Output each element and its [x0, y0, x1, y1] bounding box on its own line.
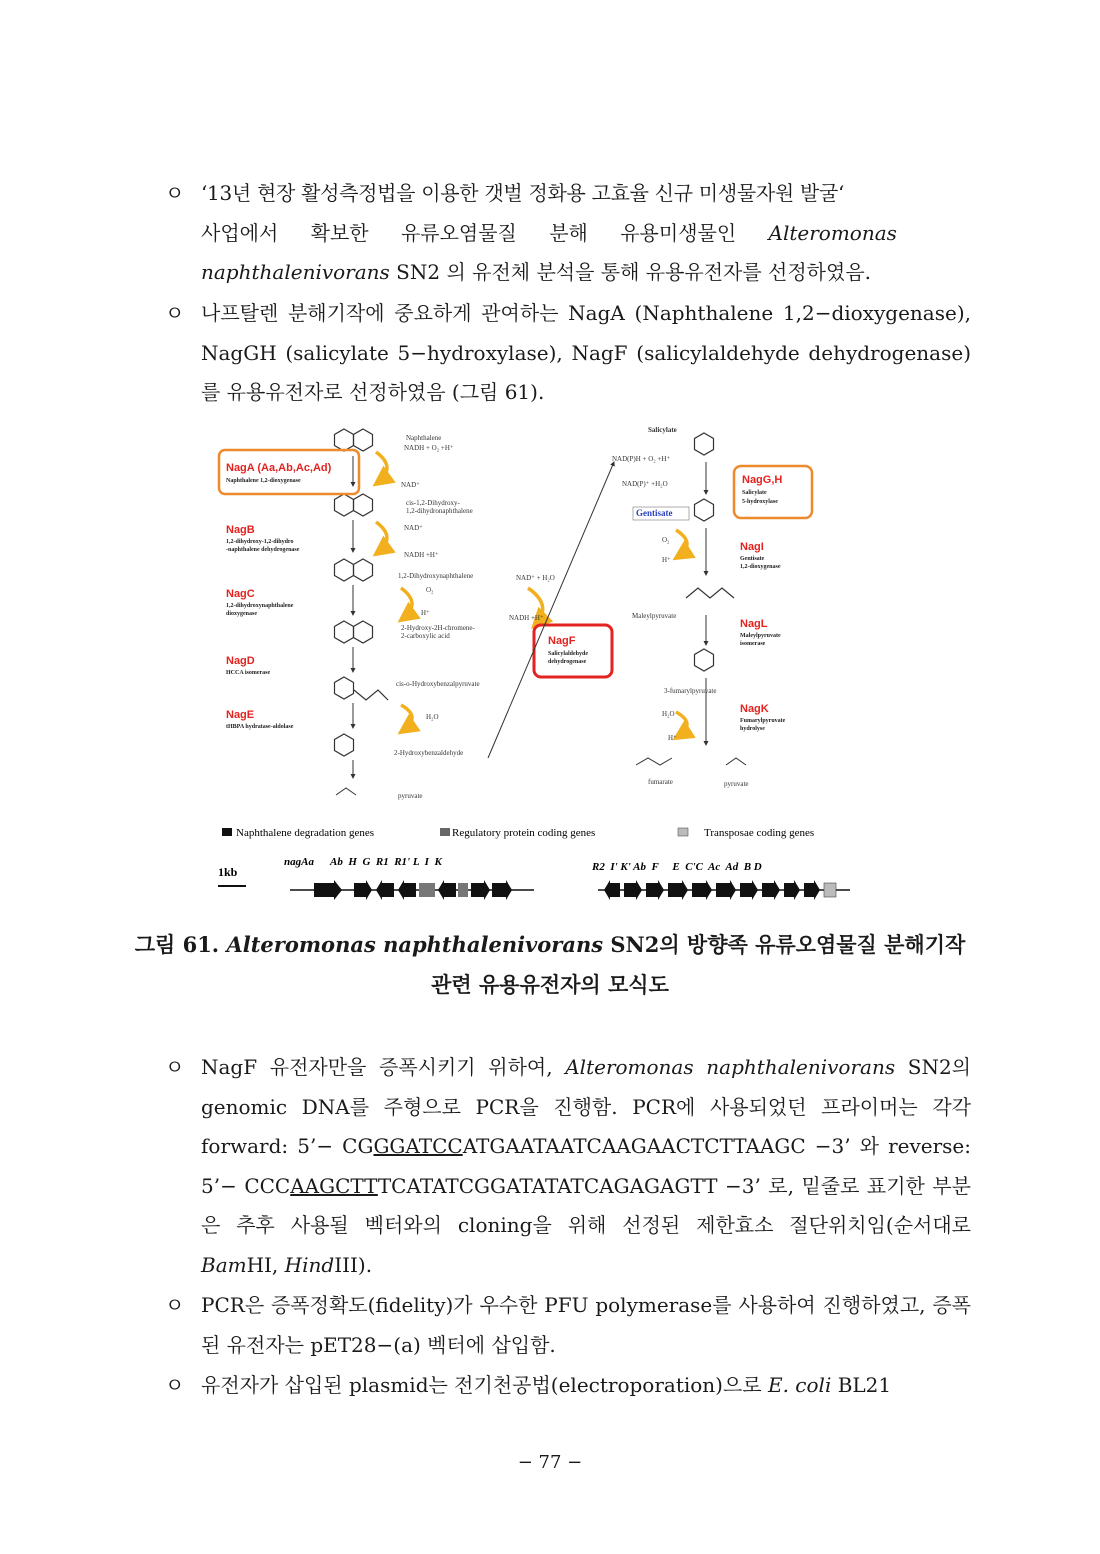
- p1-line3: naphthalenivorans SN2 의 유전체 분석을 통해 유용유전자를 선정하였음.: [201, 260, 871, 284]
- p3-text-c: ATGAATAATCAAGAACTCTTAAGC −3’ 와 reverse: 5’− CCC: [201, 1134, 972, 1198]
- figure-caption-line-1: 그림 61. Alteromonas naphthalenivorans SN2의 방향족 유류오염물질 분해기작: [134, 932, 966, 957]
- nagC-sub-1: 1,2-dihydroxynaphthalene: [226, 603, 294, 609]
- nad-label-1: NAD⁺: [401, 481, 420, 489]
- nad-label-2: NAD⁺: [404, 524, 423, 532]
- p3-species: Alteromonas naphthalenivorans: [565, 1055, 896, 1079]
- nagF-sub-2: dehydrogenase: [548, 659, 587, 665]
- bullet-marker: ㅇ: [165, 1373, 185, 1397]
- salicylaldehyde-structure: [335, 734, 354, 756]
- forward-restriction-site: GGATCC: [373, 1134, 463, 1158]
- bullet-marker: ㅇ: [165, 1055, 185, 1079]
- pyruvate-label-left: pyruvate: [398, 792, 423, 800]
- fumarylpyruvate-structure: [695, 649, 714, 671]
- pathway-figure: [216, 420, 866, 910]
- nagI-label: NagI: [740, 541, 764, 553]
- fumarate-structure: [636, 758, 672, 765]
- legend-transposase: Transposae coding genes: [704, 827, 815, 839]
- p3-text-b: SN2의 genomic DNA를 주형으로 PCR을 진행함. PCR에 사용되었던 프라이머는 각각 forward: 5’− CG: [201, 1055, 971, 1158]
- p5-text-a: 유전자가 삽입된 plasmid는 전기천공법(electroporation)으로: [201, 1373, 768, 1397]
- cluster-2-labels: R2 I' K' Ab F E C'C Ac Ad B D: [592, 861, 762, 873]
- nad-h2o-label: NAD⁺ + H₂O: [516, 574, 555, 582]
- naphthalene-label: Naphthalene: [406, 434, 442, 442]
- pyruvate-structure-left: [336, 788, 356, 795]
- pyruvate-label-right: pyruvate: [724, 780, 749, 788]
- nagI-sub-1: Gentisate: [740, 556, 765, 562]
- nadh-o2-label: NADH + O₂ +H⁺: [404, 444, 454, 452]
- nadh-label-2: NADH +H⁺: [404, 551, 439, 559]
- nagF-sub-1: Salicylaldehyde: [548, 651, 589, 657]
- salicylaldehyde-to-salicylate-arrow: [488, 462, 614, 758]
- nagK-sub-1: Fumarylpyruvate: [740, 718, 786, 724]
- h-plus-label: H⁺: [421, 609, 430, 617]
- paragraph-3: [165, 1048, 971, 1285]
- cis-dihydro-label-1: cis-1,2-Dihydroxy-: [406, 499, 460, 507]
- nagA-label: NagA (Aa,Ab,Ac,Ad): [226, 462, 332, 474]
- p2-text: 나프탈렌 분해기작에 중요하게 관여하는 NagA (Naphthalene 1,2−dioxygenase), NagGH (salicylate 5−hydroxylase), NagF (salicylaldehyde dehydrogenase)를 유용유전자로 선정하였음 (그림 61).: [201, 301, 971, 404]
- nagC-sub-2: dioxygenase: [226, 611, 258, 617]
- nadp-label: NAD(P)⁺ +H₂O: [622, 480, 668, 488]
- nagC-label: NagC: [226, 588, 255, 600]
- hindiii-italic: Hind: [284, 1252, 335, 1277]
- thbpa-structure: [335, 677, 389, 700]
- nagB-sub-1: 1,2-dihydroxy-1,2-dihydro: [226, 539, 294, 545]
- p5-ecoli: E. coli: [767, 1373, 832, 1397]
- salicylaldehyde-label: 2-Hydroxybenzaldehyde: [394, 749, 464, 757]
- gentisate-structure: [695, 499, 714, 521]
- nagL-sub-2: isomerase: [740, 641, 766, 647]
- nagGH-label: NagG,H: [742, 474, 783, 486]
- p1-line2: 사업에서 확보한 유류오염물질 분해 유용미생물인 Alteromonas: [201, 220, 897, 245]
- paragraph-5: [165, 1366, 971, 1406]
- o2-label: O₂: [426, 586, 434, 594]
- p3-text-a: NagF 유전자만을 증폭시키기 위하여,: [201, 1055, 566, 1079]
- salicylate-structure: [695, 433, 714, 455]
- legend-regulatory: Regulatory protein coding genes: [452, 827, 596, 839]
- scale-label: 1kb: [218, 865, 238, 879]
- hcca-label-2: 2-carboxylic acid: [401, 632, 450, 640]
- nagD-sub: HCCA isomerase: [226, 670, 271, 676]
- hcca-label-1: 2-Hydroxy-2H-chromene-: [401, 624, 475, 632]
- nagGH-sub-2: 5-hydroxylase: [742, 499, 778, 505]
- nagE-sub: tHBPA hydratase-aldolase: [226, 724, 294, 730]
- nagF-label: NagF: [548, 635, 576, 647]
- p3-text-d: TCATATCGGATATATCAGAGAGTT −3’ 로, 밑줄로 표기한 부분은 추후 사용될 벡터와의 cloning을 위해 선정된 제한효소 절단위치임(순서대로: [201, 1173, 971, 1237]
- cofactor-arrows: [376, 452, 687, 738]
- bamhi-italic: Bam: [201, 1252, 247, 1277]
- p4-text: PCR은 증폭정확도(fidelity)가 우수한 PFU polymerase를 사용하여 진행하였고, 증폭된 유전자는 pET28−(a) 벡터에 삽입함.: [201, 1293, 971, 1357]
- nadh-h-label: NADH +H⁺: [509, 614, 544, 622]
- salicylate-label: Salicylate: [648, 426, 677, 434]
- paragraph-4: [165, 1286, 971, 1365]
- h-label-right: H⁺: [662, 556, 671, 564]
- h-label-right-2: H⁺: [668, 734, 677, 742]
- legend-naphthalene: Naphthalene degradation genes: [236, 827, 375, 839]
- gentisate-label: Gentisate: [636, 508, 673, 518]
- nagD-label: NagD: [226, 655, 255, 667]
- paragraph-2: [165, 294, 971, 413]
- nagI-sub-2: 1,2-dioxygenase: [740, 564, 781, 570]
- dihydroxynaphthalene-label: 1,2-Dihydroxynaphthalene: [398, 572, 474, 580]
- bullet-marker: ㅇ: [165, 181, 185, 205]
- nagL-sub-1: Maleylpyruvate: [740, 633, 781, 639]
- hcca-structure: [335, 621, 373, 643]
- nagB-label: NagB: [226, 524, 255, 536]
- nagB-sub-2: -naphthalene dehydrogenase: [226, 547, 300, 553]
- o2-label-right: O₂: [662, 536, 670, 544]
- nagE-label: NagE: [226, 709, 255, 721]
- nagK-label: NagK: [740, 703, 769, 715]
- nagGH-sub-1: Salicylate: [742, 490, 767, 496]
- nadph-label: NAD(P)H + O₂ +H⁺: [612, 455, 671, 463]
- h2o-label: H₂O: [426, 713, 439, 721]
- p1-line1: ‘13년 현장 활성측정법을 이용한 갯벌 정화용 고효율 신규 미생물자원 발굴‘: [201, 181, 845, 205]
- maleylpyruvate-label: Maleylpyruvate: [632, 612, 677, 620]
- cis-dihydrodiol-structure: [335, 494, 373, 516]
- fumarylpyruvate-label: 3-fumarylpyruvate: [664, 687, 717, 695]
- nagK-sub-2: hydrolyse: [740, 726, 765, 732]
- paragraph-1: [165, 174, 971, 293]
- cluster-1-labels: nagAa Ab H G R1 R1' L I K: [284, 856, 442, 868]
- dihydroxynaphthalene-structure: [335, 559, 373, 581]
- thbpa-label: cis-o-Hydroxybenzalpyruvate: [396, 680, 480, 688]
- h2o-label-right: H₂O: [662, 710, 675, 718]
- figure-legend: [222, 827, 814, 839]
- page-number: − 77 −: [517, 1452, 583, 1473]
- fumarate-label: fumarate: [648, 778, 673, 786]
- gene-cluster-map: [218, 856, 850, 900]
- hindiii-rest: III).: [334, 1252, 373, 1277]
- nagL-label: NagL: [740, 618, 768, 630]
- p5-text-b: BL21: [831, 1373, 892, 1397]
- bullet-marker: ㅇ: [165, 301, 185, 325]
- cis-dihydro-label-2: 1,2-dihydronaphthalene: [406, 507, 473, 515]
- figure-caption-line-2: 관련 유용유전자의 모식도: [431, 972, 669, 997]
- pyruvate-structure-right: [726, 758, 746, 765]
- bullet-marker: ㅇ: [165, 1293, 185, 1317]
- maleylpyruvate-structure: [686, 588, 734, 598]
- reverse-restriction-site: AAGCTT: [290, 1173, 378, 1198]
- bamhi-rest: HI,: [246, 1252, 285, 1277]
- nagA-sub: Naphthalene 1,2-dioxygenase: [226, 478, 301, 484]
- naphthalene-structure: [335, 429, 373, 451]
